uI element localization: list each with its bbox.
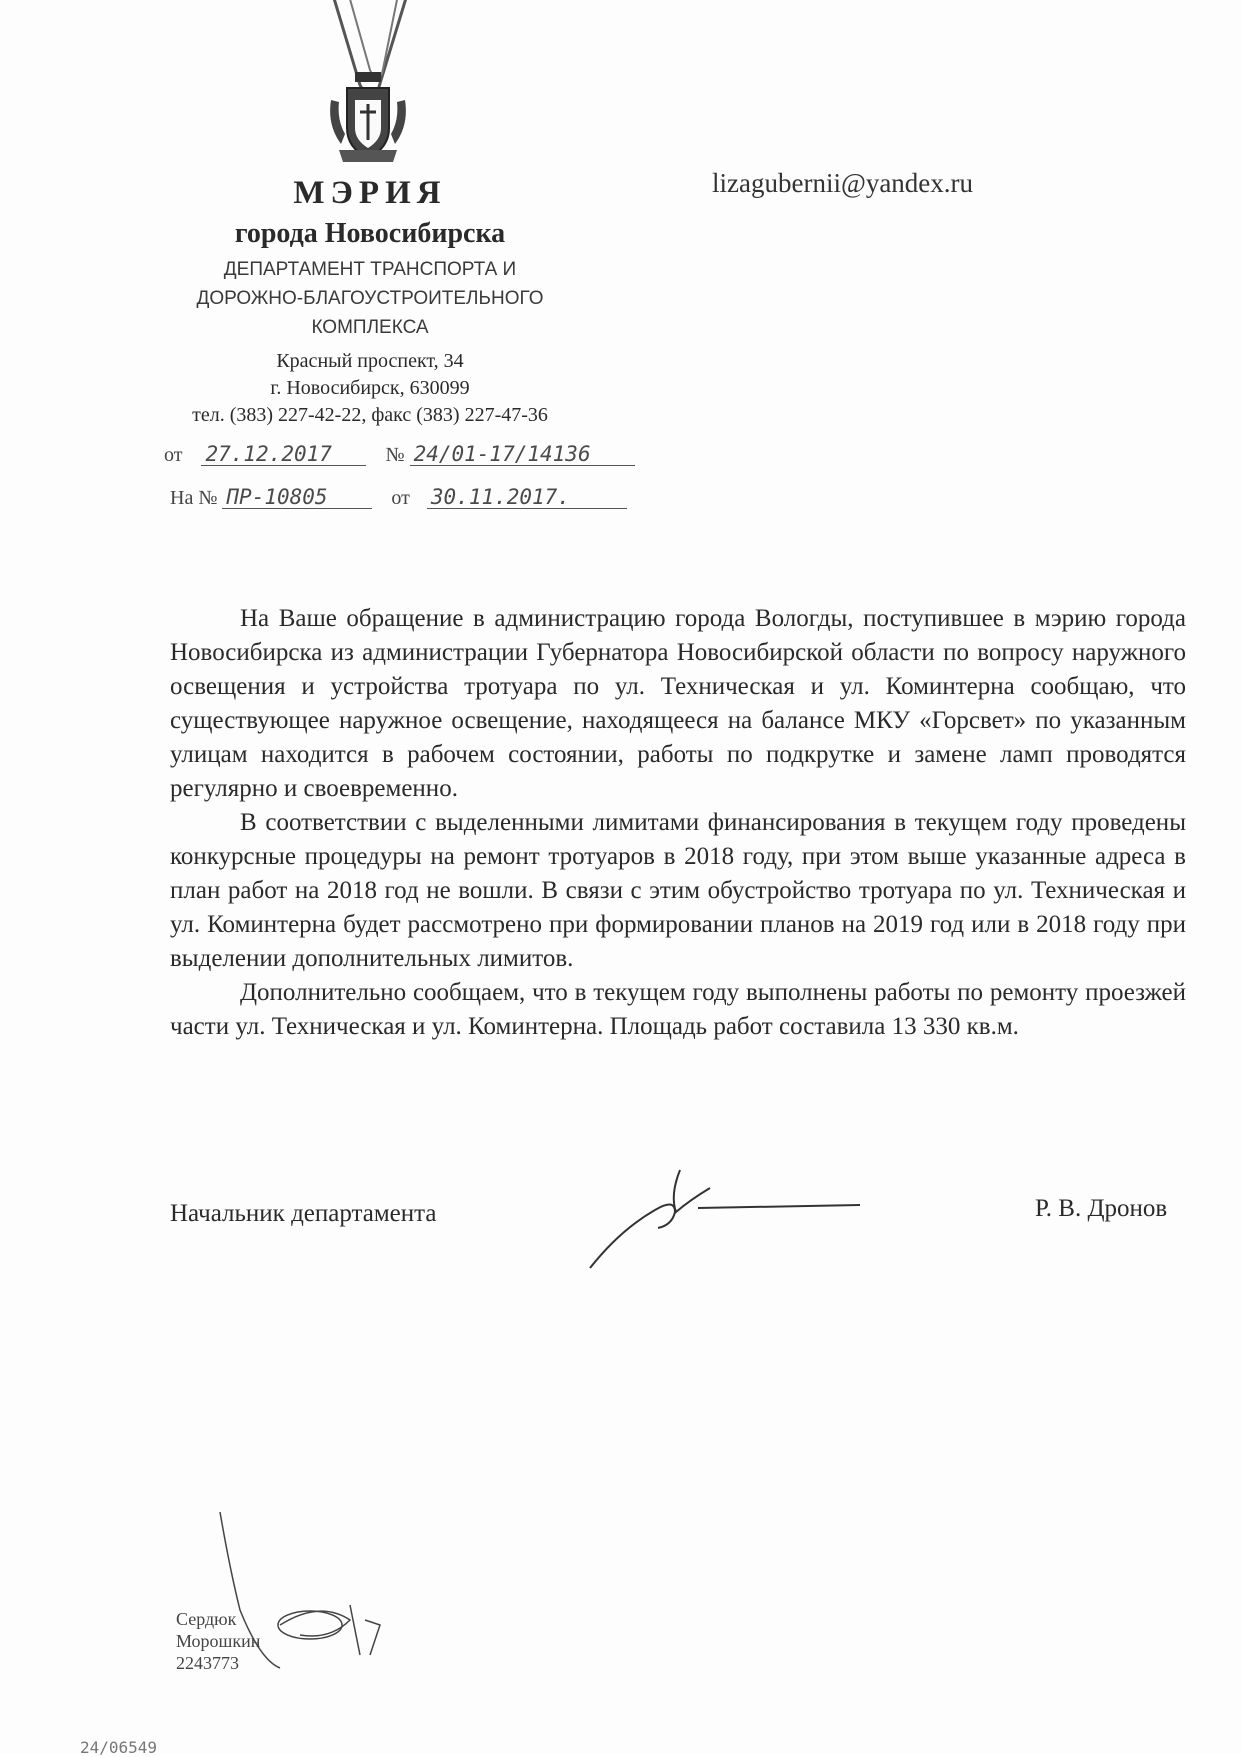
org-title: МЭРИЯ [293,175,447,211]
signatory-role: Начальник департамента [170,1200,437,1227]
executor-info [176,1608,260,1674]
reply-registration [170,486,627,510]
body-paragraph-2: В соответствии с выделенными лимитами финансирования в текущем году проведены конкурсные процедуры на ремонт тротуаров в 2018 году, при этом выше указанные адреса в план работ на 2018 год не вошли. В связи с этим обустройство тротуара по ул. Техническая и ул. Коминтерна будет рассмотрено при формировании планов на 2019 год или в 2018 году при выделении дополнительных лимитов. [170,809,1186,972]
coat-of-arms-icon [325,70,411,166]
number-label: № [385,444,405,466]
address-city: г. Новосибирск, 630099 [270,377,470,399]
reply-from-label: от [391,487,410,509]
dept-line-3: КОМПЛЕКСА [311,317,429,338]
outgoing-date: 27.12.2017 [201,443,366,466]
bottom-registration-note: 24/06549 [80,1738,158,1757]
org-city: города Новосибирска [234,218,506,249]
recipient-email: lizagubernii@yandex.ru [712,168,974,198]
address-phone: тел. (383) 227-42-22, факс (383) 227-47-36 [192,404,548,426]
letter-body [170,602,1186,1044]
reply-date: 30.11.2017. [427,486,627,509]
executor-phone: 2243773 [176,1653,239,1673]
executor-name-1: Сердюк [176,1609,237,1629]
reply-number: ПР-10805 [222,486,372,509]
org-address [150,348,590,429]
body-paragraph-3: Дополнительно сообщаем, что в текущем году выполнены работы по ремонту проезжей части ул. Техническая и ул. Коминтерна. Площадь работ составила 13 330 кв.м. [170,979,1186,1040]
executor-name-2: Морошкин [176,1631,261,1651]
address-street: Красный проспект, 34 [276,350,464,372]
signatory-name: Р. В. Дронов [1035,1195,1168,1222]
department-name [150,255,590,342]
outgoing-registration [164,443,635,467]
reply-label: На № [170,487,218,509]
from-label: от [164,444,183,466]
body-paragraph-1: На Ваше обращение в администрацию города Вологды, поступившее в мэрию города Новосибирска из администрации Губернатора Новосибирской области по вопросу наружного освещения и устройства тротуара по ул. Техническая и ул. Коминтерна сообщаю, что существующее наружное освещение, находящееся на балансе МКУ «Горсвет» по указанным улицам находится в рабочем состоянии, работы по подкрутке и замене ламп проводятся регулярно и своевременно. [170,605,1186,802]
dept-line-2: ДОРОЖНО-БЛАГОУСТРОИТЕЛЬНОГО [196,288,544,309]
outgoing-number: 24/01-17/14136 [410,443,635,466]
dept-line-1: ДЕПАРТАМЕНТ ТРАНСПОРТА И [223,259,517,280]
handwritten-signature [580,1150,870,1280]
